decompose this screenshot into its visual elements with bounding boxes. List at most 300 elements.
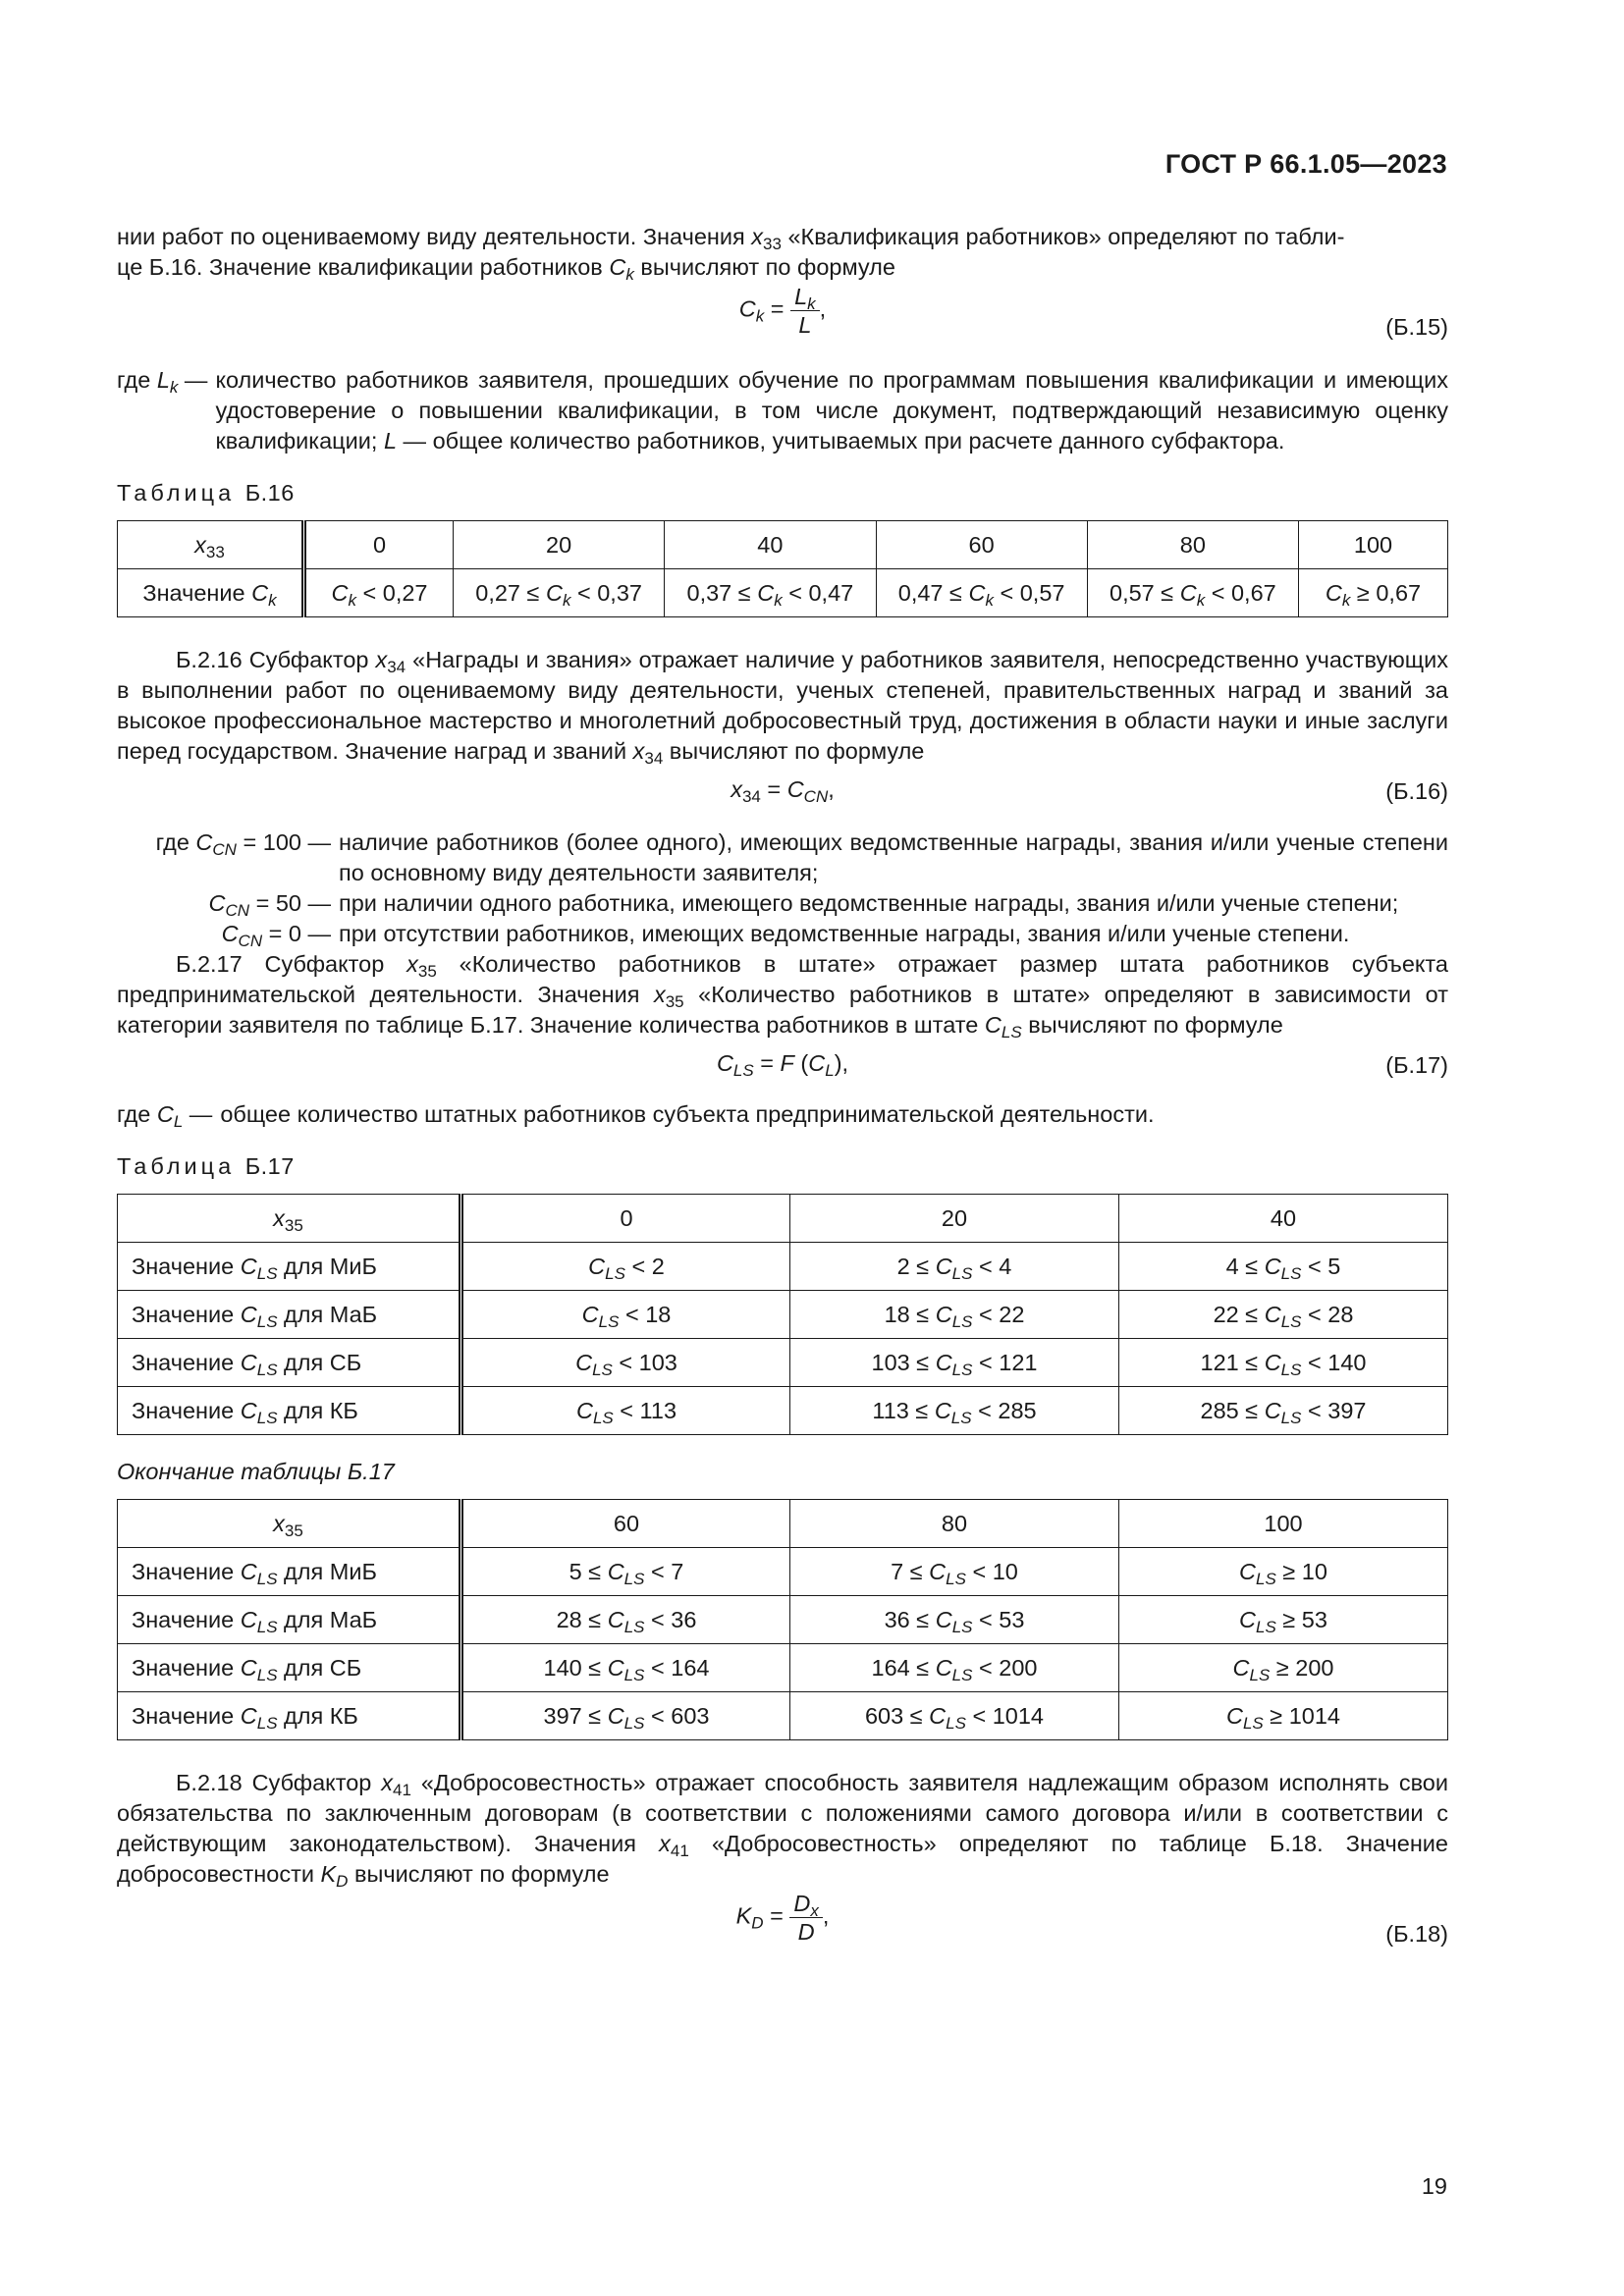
cell-sym: C — [929, 1558, 947, 1584]
cell-pre: 28 ≤ — [556, 1606, 608, 1632]
table-b16-x-header — [118, 521, 304, 569]
cell-pre: 0,57 ≤ — [1110, 579, 1180, 606]
table-b16-row-label — [118, 569, 304, 617]
p216-x-sub: 34 — [387, 658, 406, 676]
table-cell — [790, 1596, 1119, 1644]
cell-post: < 18 — [619, 1301, 672, 1327]
table-b16 — [117, 520, 1448, 617]
where-b15-text-a: количество работников заявителя, прошедших обучение по программам повышения квалификации и имеющих удостоверение о повышении квалификации, в том числе документ, подтверждающий независимую оценку квалификации; — [215, 367, 1448, 454]
formula-b15-lhs-sub: k — [755, 306, 765, 326]
cell-post: < 140 — [1301, 1349, 1367, 1375]
cell-sym: C — [935, 1654, 952, 1681]
cell-pre: 7 ≤ — [891, 1558, 930, 1584]
table-b17-part1 — [117, 1194, 1448, 1435]
formula-b15-number: (Б.15) — [1385, 314, 1448, 340]
row-label-text: Значение — [132, 1253, 241, 1279]
doc-code-header: ГОСТ Р 66.1.05—2023 — [1164, 149, 1447, 179]
row-label-category: для СБ — [277, 1349, 362, 1375]
cell-sub: LS — [623, 1569, 645, 1588]
row-label-category: для КБ — [277, 1397, 358, 1423]
row-label-text: Значение — [132, 1702, 241, 1729]
intro-text-3: це Б.16. Значение квалификации работников — [117, 254, 610, 280]
table-row — [118, 1692, 1448, 1740]
table-b16-cell — [304, 569, 454, 617]
table-b16-cell — [1299, 569, 1448, 617]
cell-sub: LS — [623, 1665, 645, 1684]
cell-sym: C — [575, 1349, 593, 1375]
where-b15-sub: k — [169, 378, 179, 397]
table-row — [118, 1339, 1448, 1387]
cell-pre: 140 ≤ — [543, 1654, 608, 1681]
row-label-sym: C — [240, 1654, 257, 1681]
intro-x-sub: 33 — [763, 235, 782, 253]
row-label — [118, 1644, 461, 1692]
row-label-sym: C — [240, 1702, 257, 1729]
cell-post: < 2 — [624, 1253, 665, 1279]
formula-b17-lhs-sub: LS — [732, 1061, 754, 1080]
cell-sub: LS — [1280, 1360, 1302, 1379]
p216-x: x — [375, 647, 388, 672]
cell-post: ≥ 0,67 — [1350, 579, 1422, 606]
formula-b16-lhs-sub: 34 — [741, 787, 761, 806]
def-sub: CN — [212, 840, 237, 859]
formula-b18-denominator: D — [797, 1919, 815, 1945]
cell-sub: LS — [1280, 1311, 1302, 1331]
p217-x2-sub: 35 — [665, 992, 684, 1011]
row-label-text: Значение — [132, 1654, 241, 1681]
formula-b15-expression — [117, 283, 1448, 339]
table-row — [118, 1548, 1448, 1596]
table-cell — [461, 1644, 790, 1692]
table-b17-cont-x-sub: 35 — [284, 1521, 303, 1540]
p216-x2: x — [632, 738, 645, 764]
table-b17-x: x — [273, 1204, 285, 1231]
definition-text: наличие работников (более одного), имеющих ведомственные награды, звания и/или ученые степени по основному виду деятельности заявителя; — [339, 829, 1448, 885]
formula-b16-lhs: x — [731, 776, 742, 802]
table-b17-cont-x: x — [273, 1510, 285, 1536]
table-cell — [1119, 1644, 1448, 1692]
cell-sub: LS — [623, 1713, 645, 1733]
row-label-sym: C — [240, 1253, 257, 1279]
cell-sub: k — [985, 590, 994, 610]
row-label-sym: C — [240, 1606, 257, 1632]
table-b17-caption-word: Таблица — [117, 1153, 236, 1179]
cell-pre: 4 ≤ — [1225, 1253, 1265, 1279]
table-b17-col-40: 40 — [1119, 1195, 1448, 1243]
row-label-text: Значение — [132, 1397, 241, 1423]
table-b16-row-label-sym: C — [251, 579, 269, 606]
table-b16-col-0: 0 — [304, 521, 454, 569]
formula-b18-numerator — [789, 1890, 822, 1918]
table-b16-caption-word: Таблица — [117, 480, 236, 506]
formula-b17-eq: = — [753, 1050, 781, 1076]
cell-sub: k — [348, 590, 356, 610]
cell-sym: C — [1264, 1349, 1281, 1375]
table-b16-row-label-text: Значение — [142, 579, 252, 606]
row-label — [118, 1548, 461, 1596]
formula-b15-lhs: C — [738, 295, 756, 322]
table-b17-col-20: 20 — [790, 1195, 1119, 1243]
table-cell — [1119, 1291, 1448, 1339]
table-b17-continuation-caption: Окончание таблицы Б.17 — [117, 1459, 395, 1484]
p216-a: Б.2.16 Субфактор — [176, 647, 376, 672]
row-label-text: Значение — [132, 1349, 241, 1375]
cell-pre: 36 ≤ — [884, 1606, 936, 1632]
page-content — [117, 222, 1448, 1968]
row-label-category: для МаБ — [277, 1606, 378, 1632]
p218-c: «Добросовестность» определяют по таблице Б.18. Значение добросовестности — [117, 1831, 1448, 1887]
formula-b18-fraction — [789, 1890, 822, 1946]
table-row — [118, 1243, 1448, 1291]
row-label-sym: C — [240, 1397, 257, 1423]
where-b15-sym: L — [156, 367, 170, 393]
row-label-sub: LS — [256, 1665, 278, 1684]
cell-sym: C — [935, 1606, 952, 1632]
table-b16-col-100: 100 — [1299, 521, 1448, 569]
cell-sym: C — [935, 1349, 952, 1375]
cell-sub: LS — [623, 1617, 645, 1636]
cell-sub: LS — [951, 1665, 973, 1684]
cell-sub: LS — [951, 1617, 973, 1636]
cell-sym: C — [1232, 1654, 1250, 1681]
cell-sym: C — [1264, 1253, 1281, 1279]
cell-sym: C — [607, 1558, 624, 1584]
formula-b17-close: ), — [834, 1050, 849, 1076]
intro-text-2: «Квалификация работников» определяют по табли- — [781, 224, 1345, 249]
def-val: = 100 — — [236, 829, 331, 855]
cell-post: < 121 — [972, 1349, 1038, 1375]
formula-b15-comma: , — [819, 295, 827, 322]
row-label-category: для КБ — [277, 1702, 358, 1729]
cell-pre: 397 ≤ — [543, 1702, 608, 1729]
table-b16-col-60: 60 — [876, 521, 1087, 569]
p218-k-sub: D — [336, 1872, 349, 1891]
cell-post: < 397 — [1301, 1397, 1367, 1423]
table-cell — [461, 1387, 790, 1435]
intro-c-sub: k — [625, 265, 634, 284]
table-b17-part2 — [117, 1499, 1448, 1740]
cell-pre: 603 ≤ — [864, 1702, 930, 1729]
p217-a: Б.2.17 Субфактор — [176, 951, 407, 977]
cell-pre: 113 ≤ — [872, 1397, 935, 1423]
row-label-sub: LS — [256, 1263, 278, 1283]
table-cell — [790, 1644, 1119, 1692]
cell-sym: C — [1239, 1606, 1257, 1632]
table-b16-cell — [876, 569, 1087, 617]
cell-pre: 103 ≤ — [871, 1349, 936, 1375]
paragraph-b2-16 — [117, 645, 1448, 767]
formula-b18-num-sym: D — [793, 1891, 811, 1916]
cell-sym: C — [1325, 579, 1342, 606]
where-b15-text — [215, 365, 1448, 456]
row-label — [118, 1387, 461, 1435]
formula-b17-number: (Б.17) — [1385, 1052, 1448, 1078]
formula-b18-lhs-sub: D — [751, 1913, 764, 1933]
cell-sym: C — [607, 1606, 624, 1632]
table-row — [118, 1596, 1448, 1644]
cell-pre: 22 ≤ — [1213, 1301, 1265, 1327]
table-cell — [1119, 1243, 1448, 1291]
row-label-sym: C — [240, 1349, 257, 1375]
where-b17-label — [117, 1099, 220, 1130]
table-b17-header-row — [118, 1195, 1448, 1243]
cell-post: < 113 — [613, 1397, 677, 1423]
table-b16-col-80: 80 — [1087, 521, 1298, 569]
cell-sub: LS — [1249, 1665, 1271, 1684]
where-b15-text-b: — общее количество работников, учитываемых при расчете данного субфактора. — [397, 428, 1285, 454]
table-b16-caption — [117, 478, 1448, 508]
table-cell — [790, 1291, 1119, 1339]
table-cell — [790, 1387, 1119, 1435]
row-label-sub: LS — [256, 1617, 278, 1636]
def-sym: C — [221, 921, 239, 946]
intro-text-1: нии работ по оцениваемому виду деятельности. Значения — [117, 224, 752, 249]
cell-post: < 7 — [644, 1558, 684, 1584]
row-label-category: для МиБ — [277, 1558, 377, 1584]
table-cell — [790, 1548, 1119, 1596]
cell-sub: LS — [605, 1263, 625, 1283]
cell-sub: LS — [1256, 1569, 1276, 1588]
cell-post: < 4 — [972, 1253, 1012, 1279]
cell-sub: LS — [951, 1360, 973, 1379]
table-b17-cont-header-row — [118, 1500, 1448, 1548]
row-label-text: Значение — [132, 1606, 241, 1632]
table-row — [118, 1291, 1448, 1339]
table-cell — [461, 1596, 790, 1644]
row-label — [118, 1339, 461, 1387]
where-b17-dash: — — [183, 1101, 213, 1127]
cell-post: ≥ 1014 — [1263, 1702, 1340, 1729]
formula-b16-expression — [117, 774, 1448, 805]
cell-post: < 164 — [644, 1654, 710, 1681]
cell-post: < 28 — [1301, 1301, 1354, 1327]
table-b16-x: x — [194, 531, 206, 558]
table-b16-cell — [1087, 569, 1298, 617]
where-b15-gde: где — [117, 367, 157, 393]
cell-post: < 103 — [612, 1349, 677, 1375]
table-b16-col-20: 20 — [454, 521, 665, 569]
cell-pre: 18 ≤ — [884, 1301, 936, 1327]
cell-sym: C — [331, 579, 349, 606]
cell-pre: 5 ≤ — [568, 1558, 608, 1584]
cell-sub: LS — [592, 1360, 613, 1379]
def-sym: C — [195, 829, 213, 855]
formula-b15 — [117, 283, 1448, 361]
table-cell — [790, 1243, 1119, 1291]
table-b16-value-row — [118, 569, 1448, 617]
row-label-category: для СБ — [277, 1654, 362, 1681]
formula-b15-num-sub: k — [807, 294, 816, 313]
cell-sym: C — [934, 1397, 951, 1423]
definitions-b16 — [117, 828, 1448, 949]
row-label-sym: C — [240, 1301, 257, 1327]
cell-post: ≥ 200 — [1270, 1654, 1334, 1681]
row-label-category: для МиБ — [277, 1253, 377, 1279]
formula-b17-expression — [117, 1048, 1448, 1079]
row-label-category: для МаБ — [277, 1301, 378, 1327]
table-b16-header-row — [118, 521, 1448, 569]
cell-pre: 0,47 ≤ — [897, 579, 969, 606]
paragraph-b2-17 — [117, 949, 1448, 1041]
where-b17-sub: L — [173, 1112, 184, 1131]
p217-s-sub: LS — [1001, 1023, 1022, 1041]
p217-x2: x — [653, 982, 666, 1007]
cell-sym: C — [1225, 1702, 1243, 1729]
table-cell — [790, 1339, 1119, 1387]
cell-sym: C — [1264, 1397, 1281, 1423]
row-label-sub: LS — [256, 1713, 278, 1733]
where-b17-text: общее количество штатных работников субъекта предпринимательской деятельности. — [220, 1101, 1155, 1127]
cell-sym: C — [1239, 1558, 1257, 1584]
p216-x2-sub: 34 — [644, 749, 664, 768]
table-cell — [461, 1339, 790, 1387]
p217-d: вычисляют по формуле — [1021, 1012, 1283, 1038]
cell-sym: C — [1264, 1301, 1281, 1327]
cell-sub: LS — [1280, 1408, 1302, 1427]
cell-sym: C — [935, 1301, 952, 1327]
cell-sym: C — [968, 579, 986, 606]
cell-post: < 0,57 — [993, 579, 1065, 606]
formula-b15-eq: = — [764, 295, 791, 322]
page-number: 19 — [1421, 2173, 1447, 2199]
definition-text: при наличии одного работника, имеющего ведомственные награды, звания и/или ученые степени; — [339, 890, 1399, 916]
row-label — [118, 1291, 461, 1339]
table-b16-row-label-sub: k — [268, 590, 277, 610]
row-label-text: Значение — [132, 1301, 241, 1327]
formula-b15-fraction — [790, 283, 820, 339]
where-b15 — [117, 365, 1448, 456]
intro-c-symbol: C — [609, 254, 626, 280]
cell-sym: C — [607, 1702, 624, 1729]
formula-b15-denominator: L — [798, 312, 812, 338]
table-b17-cont-col-60: 60 — [461, 1500, 790, 1548]
p218-x-sub: 41 — [393, 1781, 411, 1799]
p218-x: x — [381, 1770, 394, 1795]
cell-post: < 200 — [972, 1654, 1038, 1681]
cell-pre: 164 ≤ — [871, 1654, 936, 1681]
table-cell — [790, 1692, 1119, 1740]
cell-sub: LS — [951, 1263, 973, 1283]
table-b17-cont-x-header — [118, 1500, 461, 1548]
cell-post: < 10 — [965, 1558, 1018, 1584]
formula-b17-arg-sub: L — [825, 1061, 835, 1080]
cell-sub: LS — [951, 1311, 973, 1331]
where-b17 — [117, 1099, 1448, 1130]
definition-row — [117, 828, 1448, 888]
p217-b: «Количество работников в штате» отражает размер штата работников субъекта предпринимательской деятельности. Значения — [117, 951, 1449, 1007]
table-b16-cell — [665, 569, 876, 617]
intro-text-4: вычисляют по формуле — [633, 254, 895, 280]
table-row — [118, 1644, 1448, 1692]
cell-sub: LS — [592, 1408, 614, 1427]
table-b16-cell — [454, 569, 665, 617]
formula-b15-num-sym: L — [794, 284, 808, 309]
cell-post: ≥ 53 — [1275, 1606, 1327, 1632]
table-b17-x-header — [118, 1195, 461, 1243]
p217-x: x — [406, 951, 418, 977]
formula-b18-comma: , — [822, 1902, 830, 1929]
paragraph-b2-18 — [117, 1768, 1448, 1890]
definition-label — [117, 828, 339, 888]
formula-b17-arg: C — [808, 1050, 826, 1076]
table-b17-cont-col-100: 100 — [1119, 1500, 1448, 1548]
formula-b17 — [117, 1041, 1448, 1095]
cell-post: < 22 — [972, 1301, 1025, 1327]
row-label-sub: LS — [256, 1569, 278, 1588]
cell-post: < 0,27 — [355, 579, 428, 606]
table-b16-x-sub: 33 — [205, 542, 225, 561]
where-b17-gde: где — [117, 1101, 157, 1127]
cell-post: < 285 — [971, 1397, 1037, 1423]
formula-b17-open: ( — [793, 1050, 809, 1076]
cell-sub: LS — [946, 1569, 966, 1588]
def-sub: CN — [225, 901, 250, 920]
where-b15-label — [117, 365, 215, 456]
cell-sym: C — [929, 1702, 947, 1729]
table-cell — [1119, 1339, 1448, 1387]
row-label-text: Значение — [132, 1558, 241, 1584]
cell-post: < 5 — [1301, 1253, 1341, 1279]
p216-b: «Награды и звания» отражает наличие у работников заявителя, непосредственно участвующих в выполнении работ по оцениваемому виду деятельности, ученых степеней, правительственных наград и званий за высокое профессиональное мастерство и многолетний добросовестный труд, достижения в области науки и иные заслуги перед государством. Значение наград и званий — [117, 647, 1449, 764]
cell-sub: k — [562, 590, 571, 610]
cell-post: < 53 — [972, 1606, 1025, 1632]
formula-b18-eq: = — [763, 1902, 790, 1929]
cell-sym: C — [757, 579, 775, 606]
p218-d: вычисляют по формуле — [348, 1861, 610, 1887]
formula-b18-num-sub: x — [810, 1901, 819, 1920]
cell-pre: 0,37 ≤ — [686, 579, 758, 606]
cell-sub: k — [1196, 590, 1206, 610]
formula-b16 — [117, 767, 1448, 822]
table-cell — [461, 1291, 790, 1339]
def-prefix: где — [155, 829, 196, 855]
p217-s: C — [984, 1012, 1001, 1038]
cell-post: < 0,67 — [1205, 579, 1276, 606]
def-val: = 0 — — [262, 921, 331, 946]
definition-label — [117, 919, 339, 949]
cell-post: < 36 — [644, 1606, 697, 1632]
cell-sub: LS — [946, 1713, 966, 1733]
cell-sym: C — [1179, 579, 1197, 606]
cell-sym: C — [935, 1253, 952, 1279]
row-label-sub: LS — [256, 1360, 278, 1379]
table-b16-col-40: 40 — [665, 521, 876, 569]
cell-pre: 2 ≤ — [896, 1253, 936, 1279]
p218-x2-sub: 41 — [670, 1842, 689, 1860]
cell-pre: 0,27 ≤ — [475, 579, 546, 606]
table-b17-caption — [117, 1151, 1448, 1182]
where-b15-text-sym: L — [383, 428, 398, 454]
intro-x-symbol: x — [751, 224, 763, 249]
cell-sub: k — [1341, 590, 1351, 610]
cell-sym: C — [545, 579, 563, 606]
table-cell — [1119, 1387, 1448, 1435]
cell-sym: C — [588, 1253, 606, 1279]
formula-b18-lhs: K — [735, 1902, 752, 1929]
cell-post: < 603 — [644, 1702, 710, 1729]
table-row — [118, 1387, 1448, 1435]
where-b15-dash: — — [178, 367, 208, 393]
p218-x2: x — [659, 1831, 671, 1856]
table-b16-caption-num: Б.16 — [244, 480, 295, 506]
formula-b18-expression — [117, 1890, 1448, 1946]
definition-row — [117, 919, 1448, 949]
formula-b17-f: F — [780, 1050, 794, 1076]
cell-sym: C — [581, 1301, 599, 1327]
table-cell — [1119, 1548, 1448, 1596]
cell-post: < 1014 — [965, 1702, 1044, 1729]
cell-post: ≥ 10 — [1275, 1558, 1327, 1584]
